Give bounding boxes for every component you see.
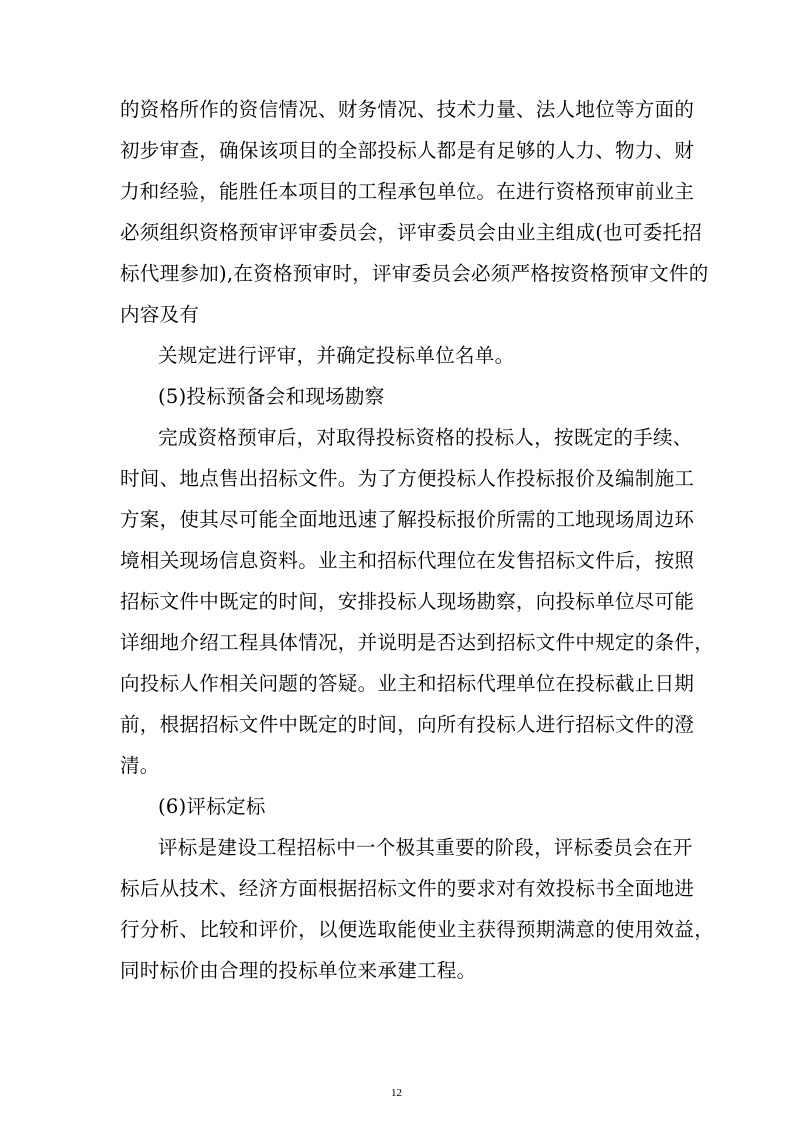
paragraph-first-line: 完成资格预审后，对取得投标资格的投标人，按既定的手续、 (158, 426, 693, 449)
paragraph-line: 境相关现场信息资料。业主和招标代理位在发售招标文件后，按照 (120, 549, 695, 572)
paragraph-line: 力和经验，能胜任本项目的工程承包单位。在进行资格预审前业主 (120, 180, 695, 203)
paragraph-line: 行分析、比较和评价，以便选取能使业主获得预期满意的使用效益， (120, 918, 715, 941)
paragraph-line: 向投标人作相关问题的答疑。业主和招标代理单位在投标截止日期 (120, 672, 695, 695)
paragraph-line: 清。 (120, 754, 160, 777)
paragraph-first-line: (6)评标定标 (158, 795, 266, 818)
paragraph-line: 招标文件中既定的时间，安排投标人现场勘察，向投标单位尽可能 (120, 590, 695, 613)
paragraph-line: 同时标价由合理的投标单位来承建工程。 (120, 959, 477, 982)
paragraph-line: 详细地介绍工程具体情况，并说明是否达到招标文件中规定的条件， (120, 631, 715, 654)
paragraph-line: 的资格所作的资信情况、财务情况、技术力量、法人地位等方面的 (120, 98, 695, 121)
paragraph-line: 必须组织资格预审评审委员会，评审委员会由业主组成(也可委托招 (120, 221, 703, 244)
paragraph-line: 时间、地点售出招标文件。为了方便投标人作投标报价及编制施工 (120, 467, 695, 490)
paragraph-line: 标后从技术、经济方面根据招标文件的要求对有效投标书全面地进 (120, 877, 695, 900)
paragraph-first-line: 关规定进行评审，并确定投标单位名单。 (158, 344, 515, 367)
paragraph-line: 方案，使其尽可能全面地迅速了解投标报价所需的工地现场周边环 (120, 508, 695, 531)
page-number: 12 (391, 1087, 402, 1099)
paragraph-first-line: 评标是建设工程招标中一个极其重要的阶段，评标委员会在开 (158, 836, 693, 859)
paragraph-line: 前，根据招标文件中既定的时间，向所有投标人进行招标文件的澄 (120, 713, 695, 736)
paragraph-line: 初步审查，确保该项目的全部投标人都是有足够的人力、物力、财 (120, 139, 695, 162)
paragraph-first-line: (5)投标预备会和现场勘察 (158, 385, 385, 408)
paragraph-line: 内容及有 (120, 303, 200, 326)
paragraph-line: 标代理参加),在资格预审时，评审委员会必须严格按资格预审文件的 (120, 262, 709, 285)
